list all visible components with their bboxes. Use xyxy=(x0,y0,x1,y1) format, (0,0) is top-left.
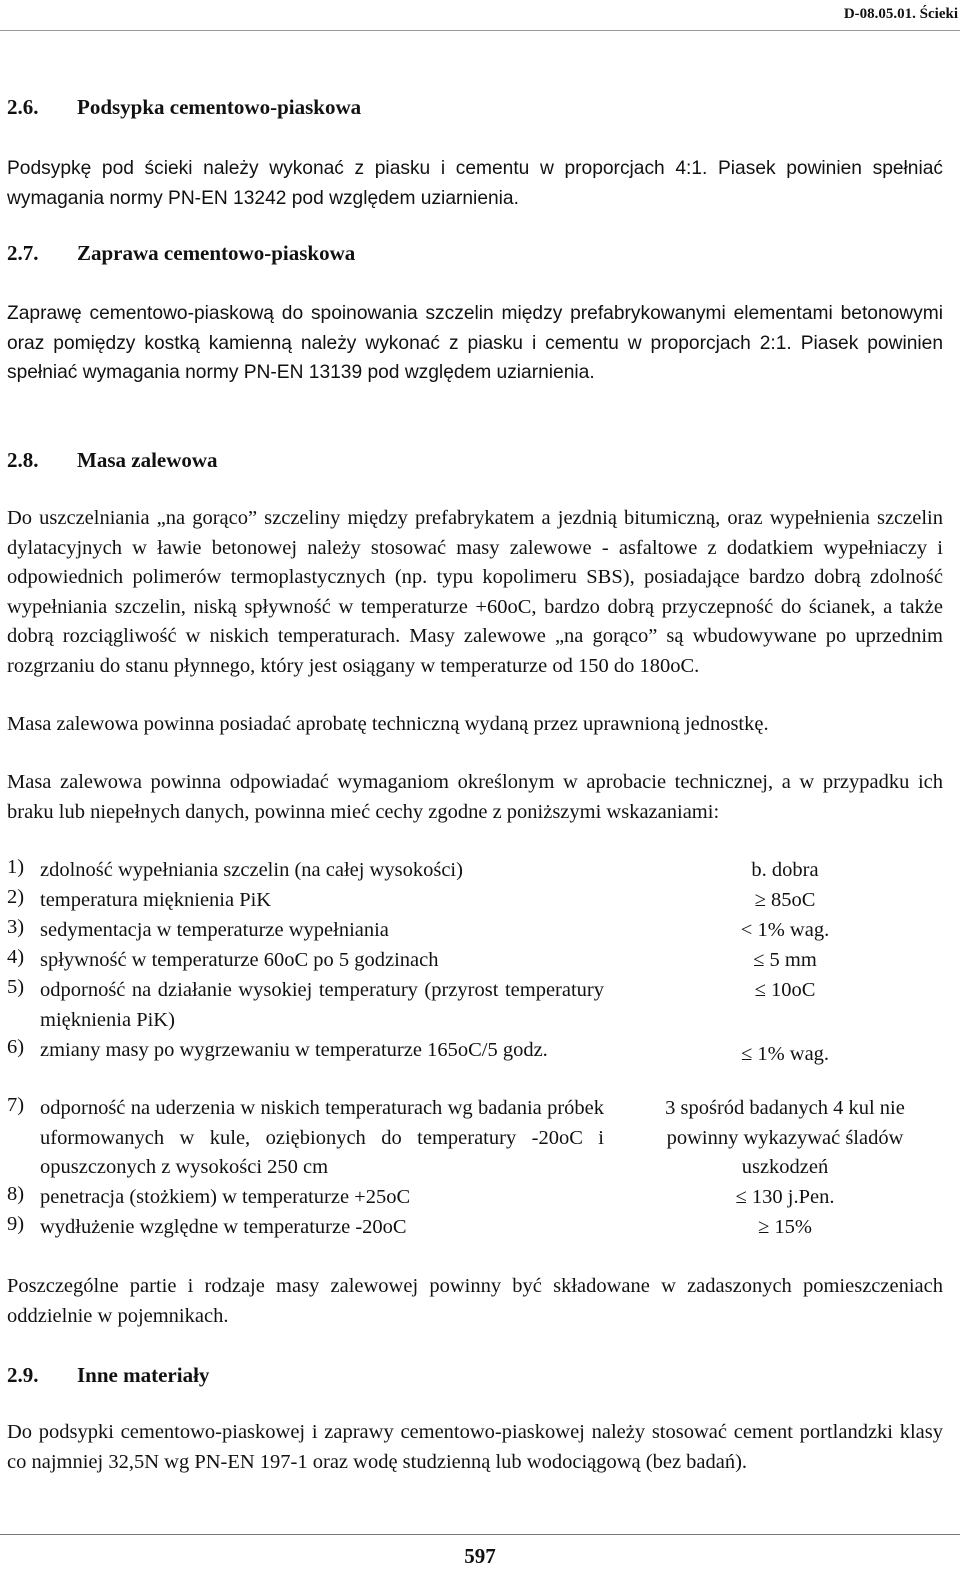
section-heading-2-7 xyxy=(7,238,355,268)
section-2-8-paragraph-1: Do uszczelniania „na gorąco” szczeliny między prefabrykatem a jezdnią bitumiczną, oraz wypełnienia szczelin dylatacyjnych w ławie betonowej należy stosować masy zalewowe - asfaltowe z dodatkiem wypełniaczy i odpowiednich polimerów termoplastycznych (np. typu kopolimeru SBS), posiadające bardzo dobrą zdolność wypełniania szczelin, niską spływność w temperaturze +60oC, bardzo dobrą przyczepność do ścianek, a także dobrą rozciągliwość w niskich temperaturach. Masy zalewowe „na gorąco” są wbudowywane po uprzednim rozgrzaniu do stanu płynnego, który jest osiągany w temperaturze od 150 do 180oC. xyxy=(7,507,943,677)
item-value: ≤ 1% wag. xyxy=(740,1043,830,1065)
item-text: zdolność wypełniania szczelin (na całej wysokości) xyxy=(40,859,463,881)
item-value: 3 spośród badanych 4 kul nie powinny wykazywać śladów uszkodzeń xyxy=(665,1097,905,1179)
section-title: Masa zalewowa xyxy=(77,448,218,472)
item-value: ≤ 10oC xyxy=(754,979,816,1001)
running-header: D-08.05.01. Ścieki xyxy=(843,6,958,22)
section-title: Zaprawa cementowo-piaskowa xyxy=(77,241,356,265)
item-number: 6) xyxy=(7,1036,25,1058)
section-heading-2-6 xyxy=(7,92,361,122)
section-2-6-paragraph: Podsypkę pod ścieki należy wykonać z piasku i cementu w proporcjach 4:1. Piasek powinien spełniać wymagania normy PN-EN 13242 pod względem uziarnienia. xyxy=(7,158,943,209)
item-value: ≤ 130 j.Pen. xyxy=(735,1186,835,1208)
item-text: wydłużenie względne w temperaturze -20oC xyxy=(40,1216,407,1238)
item-value: ≥ 15% xyxy=(758,1216,812,1238)
section-2-9-paragraph: Do podsypki cementowo-piaskowej i zaprawy cementowo-piaskowej należy stosować cement portlandzki klasy co najmniej 32,5N wg PN-EN 197-1 oraz wodę studzienną lub wodociągową (bez badań). xyxy=(7,1421,943,1473)
section-title: Podsypka cementowo-piaskowa xyxy=(77,95,362,119)
header-divider xyxy=(0,30,960,31)
item-text: sedymentacja w temperaturze wypełniania xyxy=(40,919,389,941)
item-value: ≤ 5 mm xyxy=(753,949,817,971)
item-number: 9) xyxy=(7,1213,25,1235)
item-number: 1) xyxy=(7,856,25,878)
item-text: penetracja (stożkiem) w temperaturze +25oC xyxy=(40,1186,411,1208)
item-value: < 1% wag. xyxy=(740,919,830,941)
section-2-8-paragraph-storage: Poszczególne partie i rodzaje masy zalewowej powinny być składowane w zadaszonych pomieszczeniach oddzielnie w pojemnikach. xyxy=(7,1275,943,1327)
item-number: 5) xyxy=(7,976,25,998)
item-value: b. dobra xyxy=(751,859,819,881)
item-number: 8) xyxy=(7,1183,25,1205)
item-text: temperatura mięknienia PiK xyxy=(40,889,272,911)
item-text: spływność w temperaturze 60oC po 5 godzinach xyxy=(40,949,439,971)
section-number: 2.9. xyxy=(7,1363,39,1387)
section-number: 2.7. xyxy=(7,241,39,265)
item-number: 2) xyxy=(7,886,25,908)
section-heading-2-9 xyxy=(7,1360,209,1390)
section-2-8-paragraph-2: Masa zalewowa powinna odpowiadać wymaganiom określonym w aprobacie technicznej, a w przypadku ich braku lub niepełnych danych, powinna mieć cechy zgodne z poniższymi wskazaniami: xyxy=(7,771,943,823)
item-text: odporność na uderzenia w niskich temperaturach wg badania próbek uformowanych w kule, oziębionych do temperatury -20oC i opuszczonych z wysokości 250 cm xyxy=(40,1097,604,1179)
section-heading-2-8 xyxy=(7,445,218,475)
section-number: 2.8. xyxy=(7,448,39,472)
section-title: Inne materiały xyxy=(77,1363,210,1387)
section-2-7-paragraph: Zaprawę cementowo-piaskową do spoinowania szczelin między prefabrykowanymi elementami betonowymi oraz pomiędzy kostką kamienną należy wykonać z piasku i cementu w proporcjach 2:1. Piasek powinien spełniać wymagania normy PN-EN 13139 pod względem uziarnienia. xyxy=(7,303,943,384)
item-number: 4) xyxy=(7,946,25,968)
item-number: 3) xyxy=(7,916,25,938)
section-number: 2.6. xyxy=(7,95,39,119)
item-text: zmiany masy po wygrzewaniu w temperaturze 165oC/5 godz. xyxy=(40,1039,548,1061)
footer-divider xyxy=(0,1534,960,1535)
item-number: 7) xyxy=(7,1094,25,1116)
item-value: ≥ 85oC xyxy=(754,889,816,911)
section-2-8-paragraph-approval: Masa zalewowa powinna posiadać aprobatę techniczną wydaną przez uprawnioną jednostkę. xyxy=(7,713,769,735)
item-text: odporność na działanie wysokiej temperatury (przyrost temperatury mięknienia PiK) xyxy=(40,979,604,1031)
page-number: 597 xyxy=(464,1544,496,1568)
